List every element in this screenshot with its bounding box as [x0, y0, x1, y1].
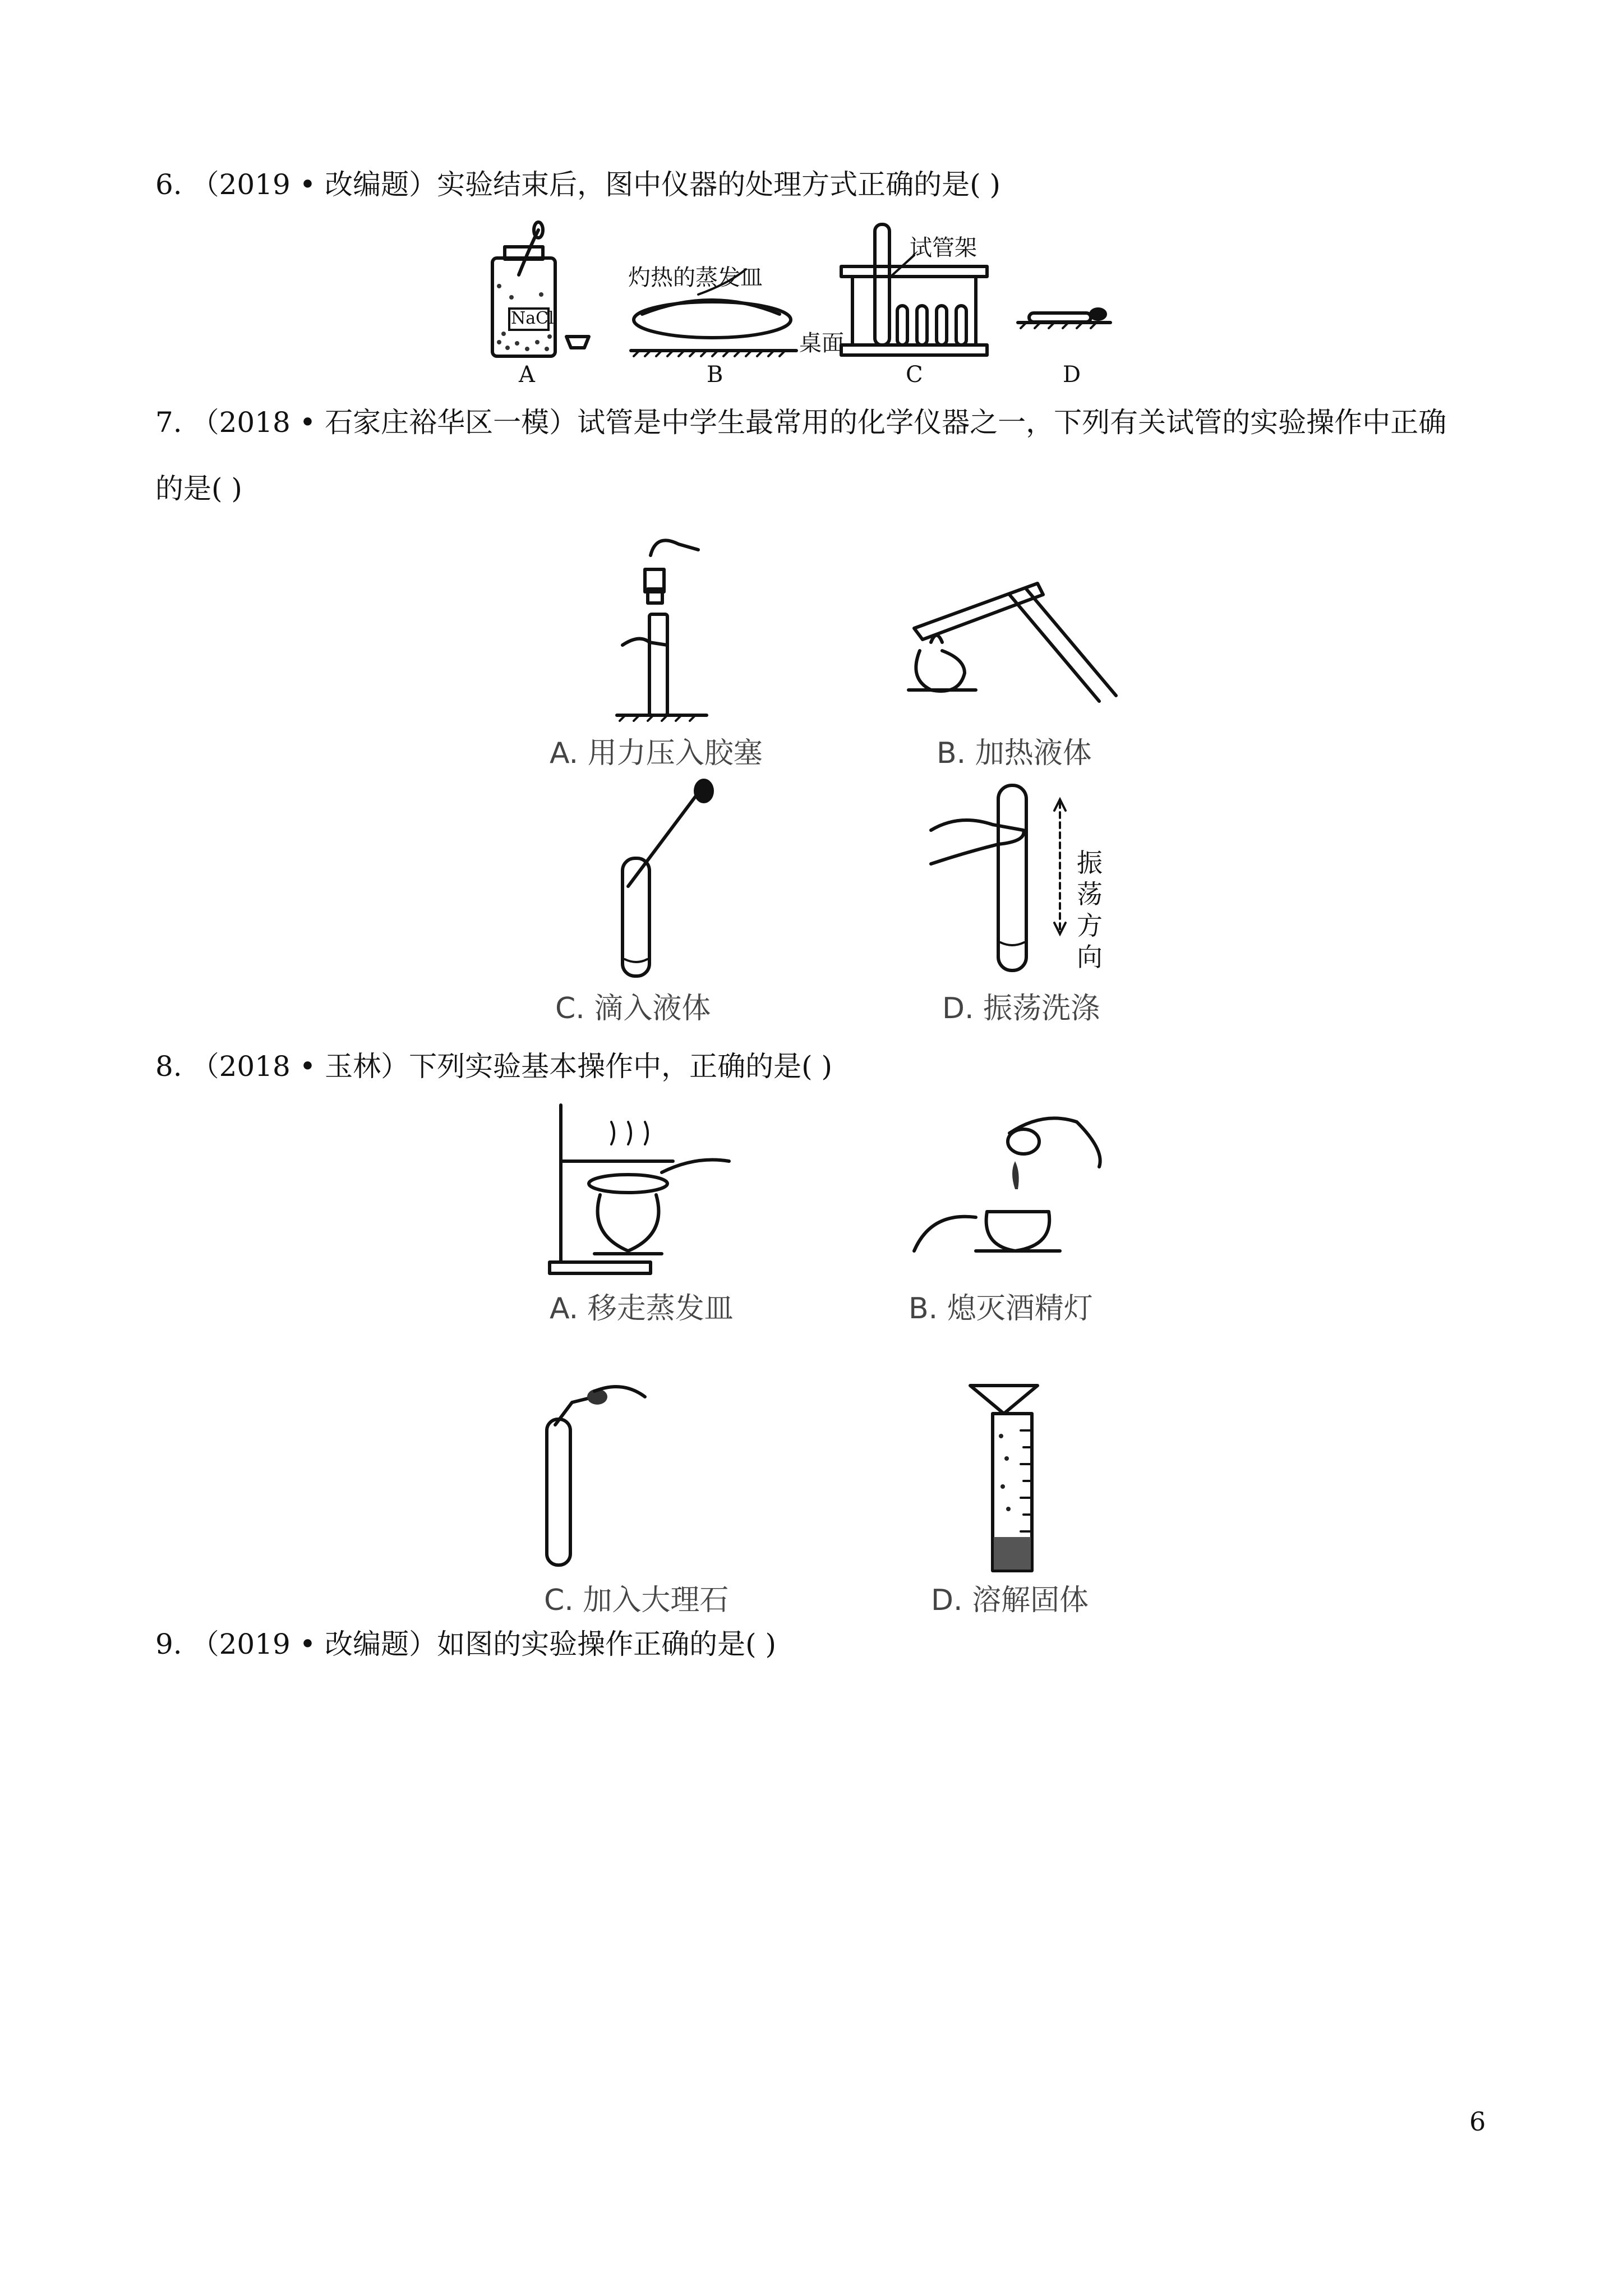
q8-caption-b: B. 熄灭酒精灯 [909, 1292, 1093, 1326]
q7-caption-b: B. 加热液体 [937, 737, 1092, 770]
q8-figure-a [550, 1099, 740, 1281]
option-a: A [519, 362, 535, 388]
d-arrow-char-2: 荡 [1077, 879, 1103, 909]
page-number: 6 [1469, 2106, 1486, 2137]
q8-caption-a: A. 移走蒸发皿 [550, 1292, 734, 1326]
d-arrow-char-4: 向 [1077, 942, 1103, 972]
question-6: 6. （2019 • 改编题）实验结束后，图中仪器的处理方式正确的是( ) [155, 168, 1001, 201]
q8-figure-d [953, 1380, 1066, 1579]
label-hot-dish: 灼热的蒸发皿 [628, 265, 763, 291]
q7-figure-d [925, 780, 1105, 984]
d-arrow-label [1077, 847, 1105, 973]
question-8: 8. （2018 • 玉林）下列实验基本操作中，正确的是( ) [155, 1050, 833, 1083]
q6-apparatus-drawing [482, 224, 1144, 387]
question-7-line2: 的是( ) [155, 472, 242, 505]
q8-caption-d: D. 溶解固体 [931, 1584, 1089, 1617]
q8-figure-b [909, 1099, 1116, 1281]
q7-caption-d: D. 振荡洗涤 [942, 992, 1100, 1025]
option-c: C [906, 362, 923, 388]
q7-caption-a: A. 用力压入胶塞 [550, 737, 763, 770]
d-arrow-char-1: 振 [1077, 848, 1103, 878]
question-7-line1: 7. （2018 • 石家庄裕华区一模）试管是中学生最常用的化学仪器之一，下列有关试管的实验操作中正确 [155, 406, 1447, 439]
q7-figure-c [606, 780, 729, 984]
label-desk: 桌面 [799, 330, 844, 356]
q8-caption-c: C. 加入大理石 [544, 1584, 729, 1617]
q8-figure-c [533, 1380, 667, 1573]
q6-figure [482, 224, 1144, 389]
q7-figure-b [897, 561, 1133, 731]
label-nacl: NaCl [511, 309, 554, 328]
option-b: B [707, 362, 723, 388]
option-d: D [1063, 362, 1081, 388]
question-9: 9. （2019 • 改编题）如图的实验操作正确的是( ) [155, 1628, 777, 1660]
q7-figure-a [617, 533, 729, 726]
d-arrow-char-3: 方 [1077, 910, 1103, 941]
q7-caption-c: C. 滴入液体 [555, 992, 711, 1025]
label-rack: 试管架 [910, 235, 977, 261]
